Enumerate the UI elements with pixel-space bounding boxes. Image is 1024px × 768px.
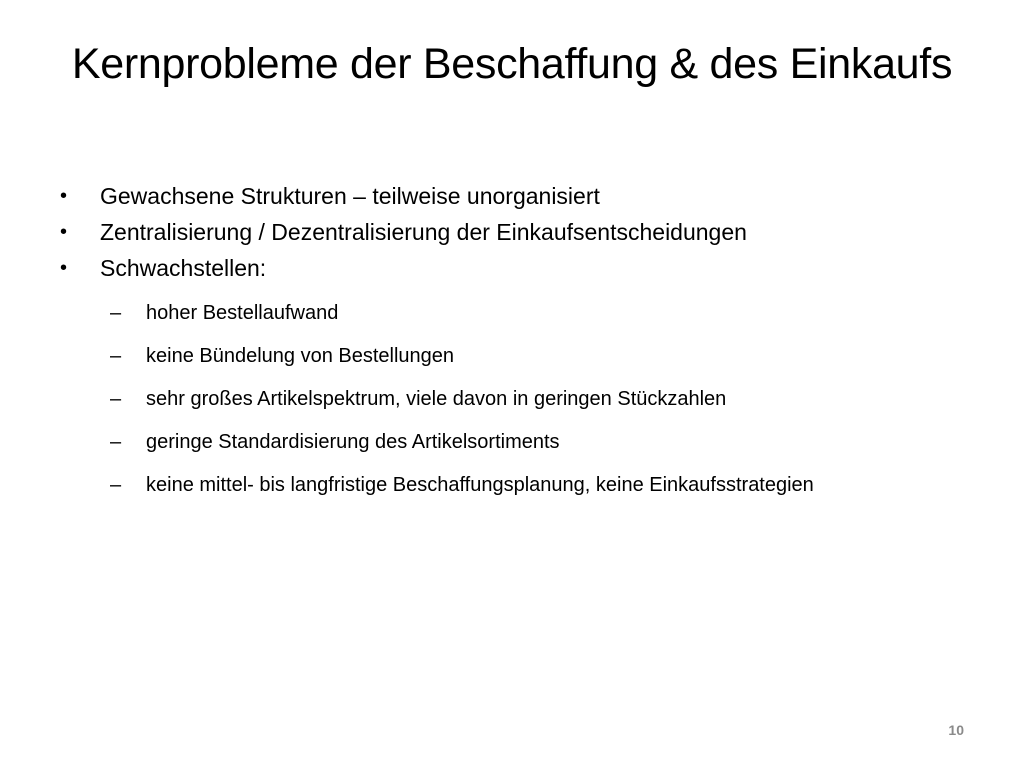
dash-marker: – — [110, 431, 122, 453]
dash-marker: – — [110, 474, 122, 496]
bullet-item — [56, 178, 976, 214]
bullet-marker: • — [60, 257, 68, 279]
subbullet-item — [110, 292, 990, 335]
bullet-list — [56, 178, 976, 286]
dash-marker: – — [110, 302, 122, 324]
bullet-marker: • — [60, 221, 68, 243]
subbullet-list — [110, 292, 990, 507]
subbullet-item — [110, 335, 990, 378]
bullet-item — [56, 250, 976, 286]
bullet-text: Gewachsene Strukturen – teilweise unorganisiert — [100, 183, 600, 209]
page-number: 10 — [948, 722, 964, 738]
bullet-item — [56, 214, 976, 250]
subbullet-item — [110, 421, 990, 464]
subbullet-text: sehr großes Artikelspektrum, viele davon in geringen Stückzahlen — [146, 388, 727, 410]
slide-title: Kernprobleme der Beschaffung & des Einkaufs — [71, 40, 953, 88]
subbullet-text: geringe Standardisierung des Artikelsortiments — [146, 431, 560, 453]
subbullet-text: keine Bündelung von Bestellungen — [146, 345, 455, 367]
dash-marker: – — [110, 345, 122, 367]
dash-marker: – — [110, 388, 122, 410]
subbullet-text: keine mittel- bis langfristige Beschaffungsplanung, keine Einkaufsstrategien — [146, 474, 814, 496]
bullet-text: Zentralisierung / Dezentralisierung der Einkaufsentscheidungen — [100, 219, 747, 245]
subbullet-text: hoher Bestellaufwand — [146, 302, 339, 324]
bullet-text: Schwachstellen: — [100, 255, 267, 281]
subbullet-item — [110, 464, 990, 507]
subbullet-item — [110, 378, 990, 421]
bullet-marker: • — [60, 185, 68, 207]
